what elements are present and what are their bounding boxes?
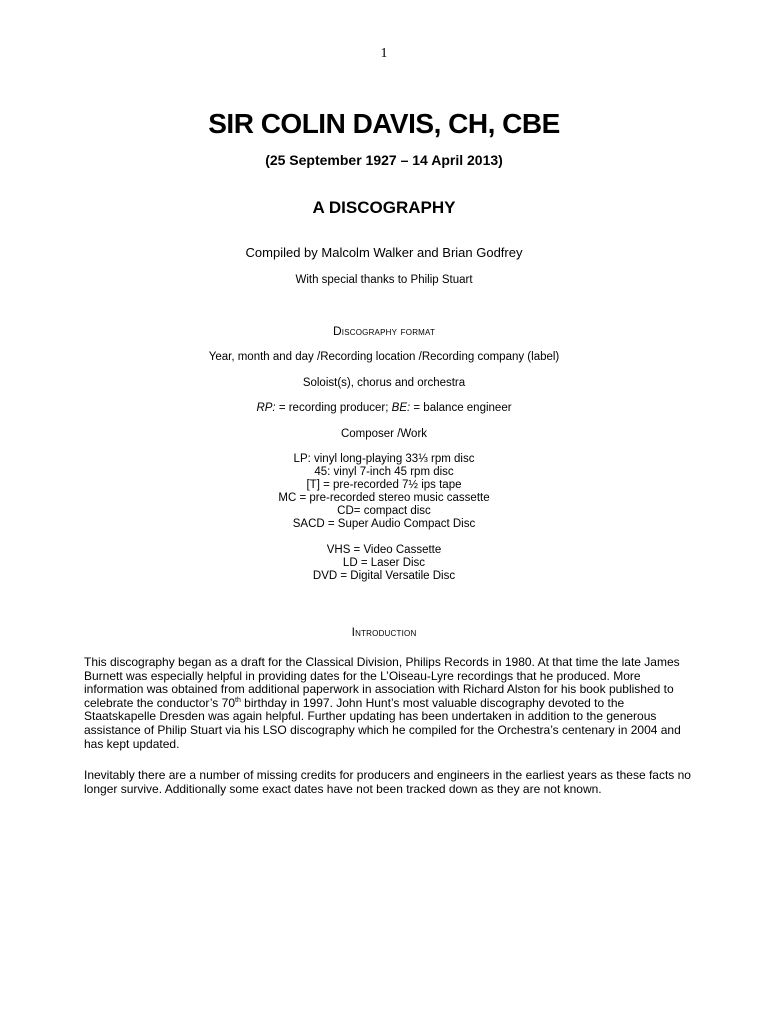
format-line-credits: [0, 402, 768, 414]
media-item: [T] = pre-recorded 7½ ips tape: [306, 479, 462, 491]
document-subtitle: A DISCOGRAPHY: [312, 198, 456, 217]
format-heading: Discography format: [332, 324, 436, 338]
media-item: LP: vinyl long-playing 33⅓ rpm disc: [293, 453, 475, 465]
paragraph-text: This discography began as a draft for the Classical Division, Philips Records in 1980. At that time the late James Burnett was especially helpful in providing dates for the L’Oiseau-Lyre recordings that he produced. More information was obtained from additional paperwork in association with Richard Alston for his book published to celebrate the conductor’s 70: [84, 655, 680, 710]
introduction-heading: Introduction: [351, 625, 417, 639]
rp-definition: = recording producer;: [275, 402, 392, 414]
be-definition: = balance engineer: [410, 402, 512, 414]
be-abbreviation: BE:: [391, 402, 411, 414]
page-number: 1: [380, 46, 388, 61]
superscript: th: [235, 696, 241, 704]
media-item: MC = pre-recorded stereo music cassette: [278, 492, 490, 504]
format-line-recording: Year, month and day /Recording location /Recording company (label): [208, 351, 560, 363]
paragraph-text: birthday in 1997. John Hunt’s most valuable discography devoted to the Staatskapelle Dresden was again helpful. Further updating has been undertaken in addition to the generous assistance of Philip Stuart via his LSO discography which he compiled for the Orchestra’s centenary in 2004 and has kept updated.: [84, 695, 681, 751]
format-line-performers: Soloist(s), chorus and orchestra: [302, 377, 466, 389]
rp-abbreviation: RP:: [256, 402, 276, 414]
media-item: 45: vinyl 7-inch 45 rpm disc: [314, 466, 454, 478]
media-item: SACD = Super Audio Compact Disc: [292, 518, 476, 530]
compiled-by: Compiled by Malcolm Walker and Brian Godfrey: [245, 245, 523, 260]
video-formats-list: [0, 544, 768, 583]
video-item: LD = Laser Disc: [342, 557, 426, 569]
video-item: DVD = Digital Versatile Disc: [312, 570, 456, 582]
introduction-paragraph-1: [84, 656, 694, 751]
document-title: SIR COLIN DAVIS, CH, CBE: [208, 108, 560, 139]
format-line-work: Composer /Work: [340, 428, 428, 440]
acknowledgement: With special thanks to Philip Stuart: [295, 274, 473, 286]
life-dates: (25 September 1927 – 14 April 2013): [265, 152, 503, 168]
media-formats-list: [0, 453, 768, 531]
introduction-paragraph-2: Inevitably there are a number of missing credits for producers and engineers in the earliest years as these facts no longer survive. Additionally some exact dates have not been tracked down as they are not known.: [84, 768, 691, 796]
video-item: VHS = Video Cassette: [326, 544, 442, 556]
media-item: CD= compact disc: [337, 505, 431, 517]
